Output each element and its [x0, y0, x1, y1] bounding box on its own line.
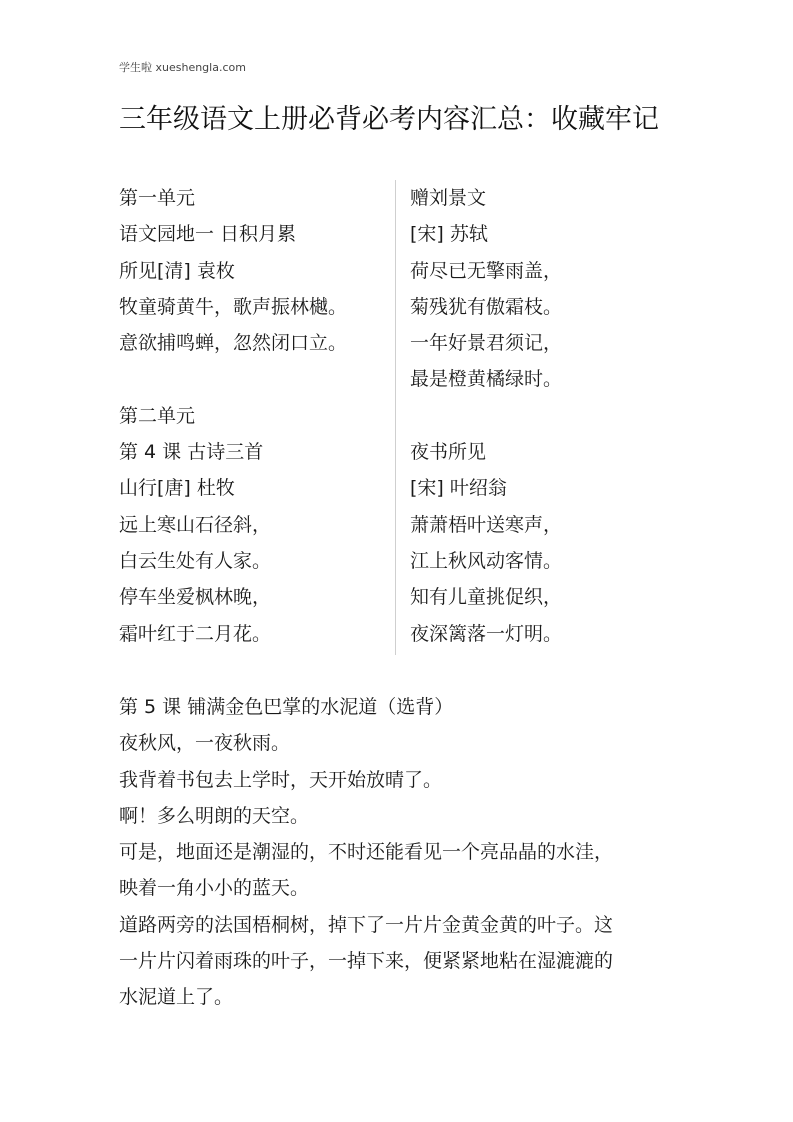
lesson-heading: 第 5 课 铺满金色巴掌的水泥道（选背）: [119, 696, 454, 718]
spacer: [119, 361, 347, 397]
right-column: [410, 180, 562, 652]
poem-title: 所见[清] 袁枚: [119, 259, 235, 282]
unit-heading: 第二单元: [119, 404, 196, 427]
passage-line: 水泥道上了。: [119, 986, 234, 1009]
poem-author: [宋] 叶绍翁: [410, 477, 507, 500]
poem-line: 远上寒山石径斜，: [119, 513, 272, 536]
passage-line: 一片片闪着雨珠的叶子，一掉下来，便紧紧地粘在湿漉漉的: [119, 950, 614, 973]
poem-line: 牧童骑黄牛，歌声振林樾。: [119, 295, 348, 318]
unit-heading: 第一单元: [119, 187, 196, 209]
poem-line: 意欲捕鸣蝉，忽然闭口立。: [119, 332, 348, 355]
passage-line: 我背着书包去上学时，天开始放晴了。: [119, 768, 443, 791]
poem-line: 萧萧梧叶送寒声，: [410, 513, 563, 536]
page-title: 三年级语文上册必背必考内容汇总：收藏牢记: [119, 104, 659, 135]
passage-line: 啊！多么明朗的天空。: [119, 804, 310, 827]
poem-title: 赠刘景文: [410, 187, 487, 209]
passage-line: 夜秋风，一夜秋雨。: [119, 732, 291, 755]
poem-line: 荷尽已无擎雨盖，: [410, 259, 563, 282]
poem-line: 霜叶红于二月花。: [119, 622, 272, 645]
poem-author: [宋] 苏轼: [410, 223, 488, 246]
spacer: [410, 398, 562, 434]
passage-line: 映着一角小小的蓝天。: [119, 877, 310, 900]
poem-title: 山行[唐] 杜牧: [119, 477, 235, 500]
lesson-heading: 第 4 课 古诗三首: [119, 441, 264, 464]
passage-line: 道路两旁的法国梧桐树，掉下了一片片金黄金黄的叶子。这: [119, 913, 614, 936]
poem-line: 知有儿童挑促织，: [410, 586, 563, 609]
poem-title: 夜书所见: [410, 441, 487, 464]
poem-line: 最是橙黄橘绿时。: [410, 368, 563, 391]
poem-line: 停车坐爱枫林晚，: [119, 586, 272, 609]
column-divider: [395, 180, 396, 655]
site-watermark: 学生啦 xueshengla.com: [119, 61, 246, 74]
passage-line: 可是，地面还是潮湿的，不时还能看见一个亮品晶的水洼，: [119, 841, 614, 864]
poem-line: 江上秋风动客情。: [410, 549, 563, 572]
poem-line: 一年好景君须记，: [410, 332, 563, 355]
poem-line: 白云生处有人家。: [119, 549, 272, 572]
section-heading: 语文园地一 日积月累: [119, 223, 297, 246]
poem-line: 夜深篱落一灯明。: [410, 622, 563, 645]
left-column: [119, 180, 347, 652]
lesson5-passage: [119, 689, 689, 1016]
poem-line: 菊残犹有傲霜枝。: [410, 295, 563, 318]
